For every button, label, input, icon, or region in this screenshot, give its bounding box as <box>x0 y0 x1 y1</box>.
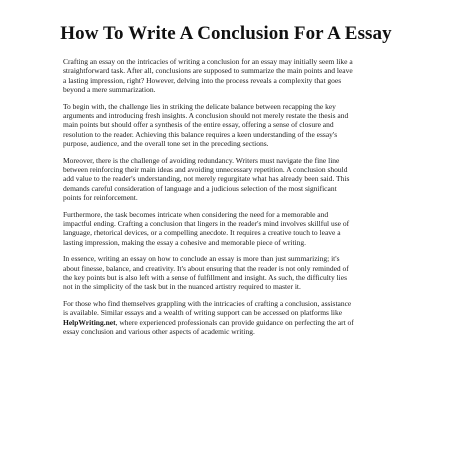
text-line: Crafting an essay on the intricacies of writing a conclusion for an essay may initially seem like a <box>63 57 353 66</box>
link-line-rest: , where experienced professionals can provide guidance on perfecting the art of <box>115 317 354 327</box>
text-line: add value to the reader's understanding, not merely regurgitate what has already been said. This <box>63 174 350 184</box>
text-line: impactful ending. Crafting a conclusion that lingers in the reader's mind involves skillful use of <box>63 218 350 228</box>
text-line: essay conclusion and various other aspects of academic writing. <box>63 326 255 336</box>
text-line: points for reinforcement. <box>63 192 138 202</box>
text-line: To begin with, the challenge lies in striking the delicate balance between recapping the key <box>63 101 336 111</box>
text-line: a lasting impression, right? However, delving into the process reveals a complexity that goes <box>63 75 342 85</box>
paragraph-3 <box>63 156 403 202</box>
paragraph-2 <box>63 102 403 148</box>
text-line: lasting impression, making the essay a cohesive and memorable piece of writing. <box>63 237 307 247</box>
text-line: between reinforcing their main ideas and avoiding unnecessary repetition. A conclusion should <box>63 164 348 174</box>
paragraph-4 <box>63 210 403 247</box>
text-line: main points but should offer a synthesis of the entire essay, offering a sense of closure and <box>63 120 334 130</box>
document-title: How To Write A Conclusion For A Essay <box>60 23 392 44</box>
text-line: resolution to the reader. Achieving this balance requires a keen understanding of the essay's <box>63 129 338 139</box>
text-line: the key points but is also left with a sense of fulfillment and insight. As such, the difficulty lies <box>63 272 347 282</box>
paragraph-1 <box>63 57 403 94</box>
paragraph-5 <box>63 254 403 291</box>
text-line: In essence, writing an essay on how to conclude an essay is more than just summarizing; it's <box>63 254 340 264</box>
text-line: about finesse, balance, and creativity. It's about ensuring that the reader is not only reminded of <box>63 263 349 273</box>
text-line-with-link <box>63 318 403 327</box>
helpwriting-link[interactable]: HelpWriting.net <box>63 317 116 327</box>
document-body <box>63 57 403 344</box>
text-line: language, rhetorical devices, or a compelling anecdote. It requires a creative touch to leave a <box>63 228 341 238</box>
text-line: is available. Similar essays and a wealth of writing support can be accessed on platforms like <box>63 308 343 318</box>
text-line: Moreover, there is the challenge of avoiding redundancy. Writers must navigate the fine line <box>63 155 340 165</box>
text-line: demands careful consideration of language and a judicious selection of the most significant <box>63 183 337 193</box>
text-line: straightforward task. After all, conclusions are supposed to summarize the main points and leave <box>63 66 353 76</box>
text-line: purpose, audience, and the overall tone set in the preceding sections. <box>63 138 269 148</box>
text-line: For those who find themselves grappling with the intricacies of crafting a conclusion, assistance <box>63 299 352 309</box>
paragraph-6 <box>63 299 403 336</box>
text-line: arguments and introducing fresh insights. A conclusion should not merely restate the thesis and <box>63 110 349 120</box>
text-line: not in the simplicity of the task but in the nuanced artistry required to master it. <box>63 282 301 292</box>
text-line: Furthermore, the task becomes intricate when considering the need for a memorable and <box>63 209 329 219</box>
text-line: beyond a mere summarization. <box>63 84 156 94</box>
